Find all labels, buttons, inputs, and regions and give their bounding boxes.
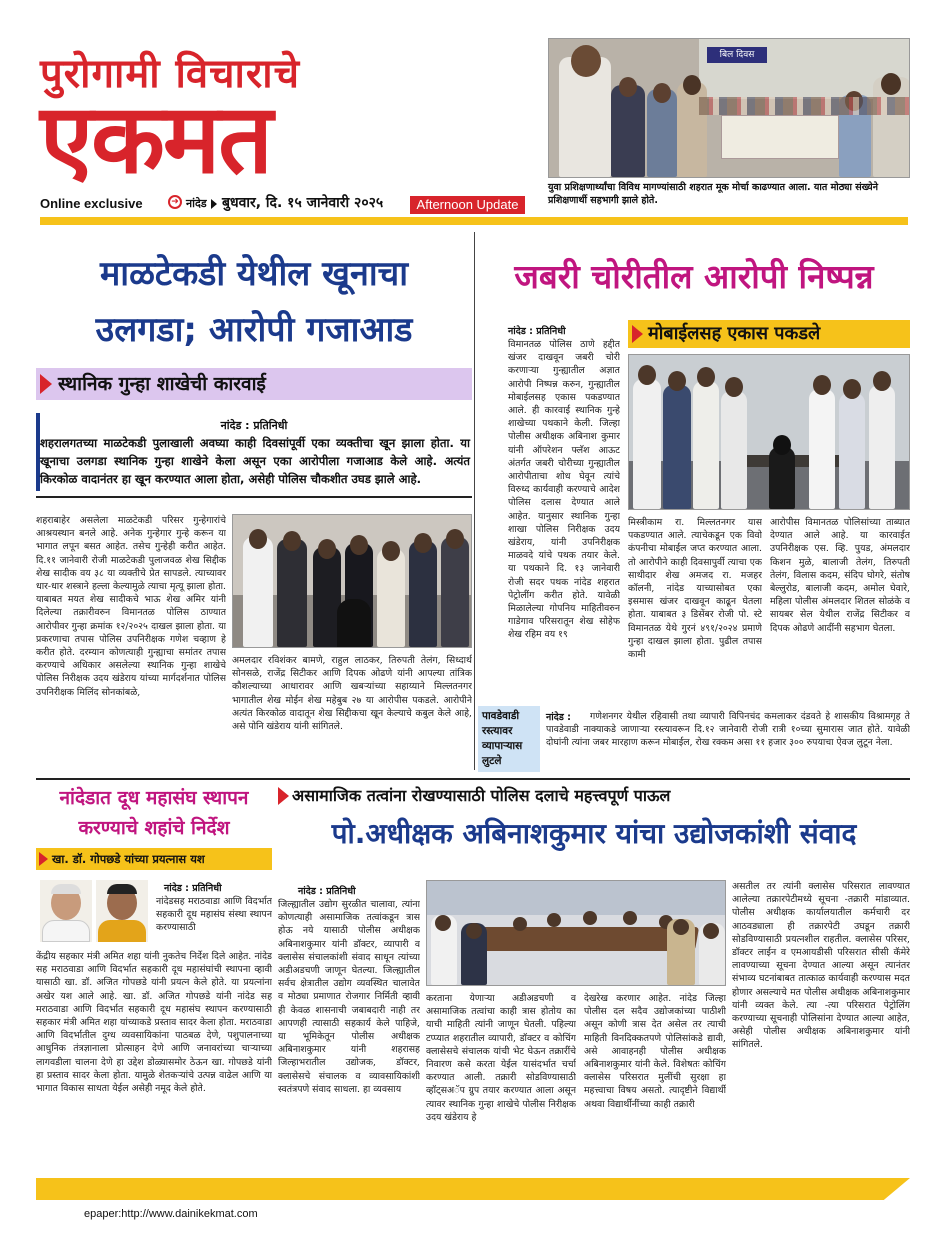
footer-url[interactable]: epaper:http://www.dainikekmat.com (84, 1208, 258, 1220)
story3-column-top: नांदेडसह मराठवाडा आणि विदर्भात सहकारी दूध महासंघ संस्था स्थापन करण्यासाठी (156, 896, 272, 934)
story4-photo (426, 880, 726, 986)
story1-kicker (36, 368, 472, 400)
brief-tag: नांदेड : (546, 712, 571, 723)
story-maltekdi (36, 232, 472, 772)
column-divider (474, 232, 475, 770)
story3-column: केंद्रीय सहकार मंत्री अमित शहा यांनी नुकतेच निर्देश दिले आहेत. नांदेड सह मराठवाडा आणि विदर्भात सहकारी दूध महासंघांची स्थापना व्हावी यासाठी खा. डॉ. अजित गोपछडे यांनी प्रयत्न केले होते. या प्रयत्नांना अखेर यश आले आहे. खा. डॉ. अजित गोपछडे यांनी नांदेड सह मराठवाडा आणि विदर्भात सहकारी दूध महासंघ स्थापन करण्यासाठी सहकार मंत्री अमित शहा यांच्याकडे प्रस्ताव सादर केला होता. मराठवाडा आणि विदर्भातील दुग्ध व्यवसायिकांना पाठबळ देणे, पशुपालनाच्या आधुनिक तंत्रज्ञानाला प्रोत्साहन देणे आणि जनावरांच्या चाऱ्याच्या लागवडीला चालना देणे हा उद्देश डोळ्यासमोर ठेऊन खा. गोपछडे यांनी हा प्रस्ताव सादर केला होता. यामुळे शेतकऱ्यांचे उत्पन्न वाढेल आणि या भागात विकास साधता येईल असेही नमूद केले होते. (36, 951, 272, 1095)
kicker-arrow-icon (40, 374, 52, 394)
top-photo (548, 38, 910, 178)
edition-arrow-icon: ➜ (168, 195, 182, 209)
story1-rule (36, 496, 472, 498)
story4-kicker (278, 784, 910, 808)
top-photo-banner: बिल दिवस (707, 47, 767, 63)
story1-byline: नांदेड : प्रतिनिधी (220, 419, 288, 432)
story-udyojak-samvad (278, 784, 910, 1174)
story4-column-2: करताना येणाऱ्या अडीअडचणी व असामाजिक तत्वांचा काही त्रास होतोय का याची माहिती त्यांनी जाणून घेतली. पहिल्या टप्प्यात शहरातील व्यापारी, डॉक्टर व कोचिंग क्लासेसचे संचालक यांची भेट घेऊन तक्रारींचे निवारण कसे करता येईल यासंदर्भात चर्चा करण्यात आली. तक्रारी सोडविण्यासाठी व्हॉट्सअॅप ग्रुप तयार करण्यात आला असून त्यावर स्थानिक गुन्हा शाखेचे पोलीस निरीक्षक उदय खंडेराय हे (426, 993, 576, 1123)
story3-kicker (36, 848, 272, 870)
story2-column-1: विमानतळ पोलिस ठाणे हद्दीत खंजर दाखवून जबरी चोरी करणाऱ्या गुन्ह्यातील अज्ञात आरोपी निष्पन्न करुन, गुन्ह्यातील मोबाईलसह एकास पकडण्यात आले. ही कारवाई स्थानिक गुन्हे शाखेच्या पथकाने केली. जिल्हा पोलीस अधीक्षक अबिनाश कुमार यांनी ऑपरेशन फ्लॅश आऊट अंतर्गत जबरी चोरीच्या गुन्ह्यातील आरोपीताचा शोध घेवून त्यांचे विरुध्द कार्यवाही करण्याचे आदेश पोलिस दलास देण्यात आले आहेत. यानुसार स्थानिक गुन्हा शाखा पोलिस निरीक्षक उदय खंडेराय, यांनी उपनिरीक्षक माळवदे यांचे पथक तयार केले. या पथकाने दि. १३ जानेवारी रोजी सदर पथक नांदेड शहरात पेट्रोलींग करीत होते. यावेळी मिळालेल्या गोपनिय माहितीवरुन गाडेगाव परिसरातून शेख सोहेफ शेख रहिम वय १९ (508, 339, 620, 641)
afternoon-update-badge: Afternoon Update (410, 196, 525, 214)
story3-headline-line1: नांदेडात दूध महासंघ स्थापन (59, 787, 249, 809)
portrait-gopchhade (96, 880, 148, 942)
brief-text: गणेशनगर येथील रहिवासी तथा व्यापारी विपिनचंद कमलाकर दंडवते हे शासकीय विश्रामगृह ते पावडेवाडी नाक्याकडे जाणाऱ्या रस्त्यावरून दि.१२ जानेवारी रोजी रात्री १०च्या सुमारास जात होते. यावेळी दोघांनी त्यांना जबर मारहाण करून मोबाईल, रोख रक्कम असा ११ हजार ३०० रुपयाचा ऐवज लुटून नेला. (546, 711, 910, 749)
story1-kicker-text: स्थानिक गुन्हा शाखेची कारवाई (58, 373, 266, 395)
story2-kicker (628, 320, 910, 348)
story4-byline: नांदेड : प्रतिनिधी (298, 886, 356, 897)
story4-headline: पो.अधीक्षक अबिनाशकुमार यांचा उद्योजकांशी संवाद (331, 817, 857, 850)
kicker-arrow-icon (278, 787, 289, 805)
masthead-brand: एकमत (40, 83, 271, 195)
story3-byline: नांदेड : प्रतिनिधी (164, 883, 222, 894)
story4-column-1: जिल्ह्यातील उद्योग सुरळीत चालावा, त्यांना कोणत्याही असामाजिक तत्वांकडून त्रास होऊ नये यासाठी पोलीस अधीक्षक अबिनाशकुमार यांनी डॉक्टर, व्यापारी व क्लासेस संचालकांशी संवाद साधून त्यांच्या अडीअडचणी जाणून घेतल्या. जिल्ह्यातील सर्वच क्षेत्रातील उद्योग व्यवस्थित चालावेत व मोठ्या प्रमाणात रोजगार निर्मिती व्हावी ही केवळ शासनाची जबाबदारी नाही तर आपणही त्यासाठी सहकार्य केले पाहिजे, या भूमिकेतून पोलीस अधीक्षक अबिनाशकुमार यांनी शहरासह जिल्हाभरातील उद्योजक, डॉक्टर, क्लासेसचे संचालक व व्यावसायिकांशी स्वतंत्रपणे संवाद साधला. हा व्यवसाय (278, 899, 420, 1095)
masthead-tagline: पुरोगामी विचाराचे (40, 51, 301, 97)
story1-headline-line2: उलगडा; आरोपी गजाआड (95, 310, 413, 350)
masthead (0, 0, 945, 222)
story1-column-1: शहराबाहेर असलेला माळटेकडी परिसर गुन्हेगारांचे आश्रयस्थान बनले आहे. अनेक गुन्हेगार गुन्हे करून या भागात लपून बसत आहेत. तसेच गुन्हेही करीत आहेत. दि.११ जानेवारी रोजी माळटेकडी पुलाजवळ शेख सिद्दीक शेख सादीक वय ३८ या व्यक्तीचे प्रेत सापडले. त्याच्यावर धार-धार शस्त्राने हल्ला केल्यामुळे त्याचा मृत्यू झाला होता. याबाबत मयत शेख सादीकचे भाऊ शेख अमिर यांनी दिलेल्या तक्रारीवरुन विमानतळ पोलिस ठाण्यात आरोपीवर गुन्हा क्रमांक १२/२०२५ दाखल झाला होता. या प्रकरणाचा तपास पोलिस उपनिरीक्षक गणेश चव्हाण हे करीत होते. दरम्यान कोणत्याही गुन्ह्याचा समांतर तपास करण्याचे अधिकार असलेल्या स्थानिक गुन्हा शाखेचे पोलिस निरीक्षक उदय खंडेराय यांच्या मार्गदर्शनात पोलिस उपनिरीक्षक मिलिंद सोनकांबळे, (36, 515, 226, 698)
brief-pavdewadi (478, 706, 910, 774)
edition-pointer-icon (211, 199, 217, 209)
story2-kicker-text: मोबाईलसह एकास पकडले (648, 323, 821, 344)
story2-headline: जबरी चोरीतील आरोपी निष्पन्न (514, 257, 874, 296)
online-exclusive: Online exclusive (40, 196, 143, 211)
story-jabari-chori (478, 232, 910, 692)
story3-kicker-text: खा. डॉ. गोपछडे यांच्या प्रयत्नास यश (52, 852, 205, 866)
story2-column-3: आरोपीस विमानतळ पोलिसांच्या ताब्यात देण्यात आले आहे. या कारवाईत उपनिरीक्षक एस. व्हि. पुयड, अंमलदार किशन मुळे, बालाजी तेलंग, तिरुपती तेलंग, विलास कदम, संदिप घोगरे, संतोष बेल्लुरोड, बालाजी कदम, अमोल घेवारे, महिला पोलीस अंमलदार शितल सोळंके व सायबर सेल येथील राजेंद्र सिटीकर व दिपक ओढणे आदींनी सहभाग घेतला. (770, 517, 910, 634)
story1-headline-line1: माळटेकडी येथील खूनाचा (99, 254, 409, 294)
edition-label: नांदेड (186, 197, 207, 210)
story2-photo (628, 354, 910, 510)
brief-label: पावडेवाडी रस्त्यावर व्यापाऱ्यास लुटले (478, 706, 540, 772)
footer-bar (36, 1178, 910, 1200)
masthead-divider (40, 217, 908, 225)
kicker-arrow-icon (39, 852, 48, 866)
story-dudh-mahasangh (36, 784, 272, 1174)
story4-column-3: देखरेख करणार आहेत. नांदेड जिल्हा पोलीस दल सदैव उद्योजकांच्या पाठीशी असून कोणी त्रास देत असेल तर त्याची माहिती विनदिक्कतपणे पोलिसांकडे द्यावी, असे आवाहनही पोलीस अधीक्षक अबिनाशकुमार यांनी केले. विशेषतः कोचिंग क्लासेस परिसरात मुलींची सुरक्षा हा महत्त्वाचा विषय असतो. त्यादृष्टीने विद्यार्थी अथवा विद्यार्थीनींच्या काही तक्रारी (584, 993, 726, 1110)
story1-column-2: अमलदार रविशंकर बामणे, राहुल लाठकर, तिरुपती तेलंग, सिध्दार्थ सोनसळे, राजेंद्र सिटीकर आणि दिपक ओढणे यांनी आपल्या तांत्रिक कौशल्याच्या आधारावर आणि खबऱ्यांच्या सहाय्याने मिल्लतनगर भागातील शेख मोईन शेख महेबुब २७ या आरोपीस पकडले. आरोपीने अत्यंत किरकोळ वादातून शेख सिद्दीकचा खून केल्याचे कबुल केले आहे, असे पोनि खंडेराय यांनी सांगितले. (232, 655, 472, 733)
story4-column-4: असतील तर त्यांनी क्लासेस परिसरात लावण्यात आलेल्या तक्रारपेटीमध्ये सूचना -तक्रारी मांडाव्यात. पोलीस अधीक्षक कार्यालयातील कर्मचारी दर आठवड्याला ही तक्रारपेटी उघडून तक्रारी सोडविण्यासाठी प्रयत्नशील राहतील. क्लासेस परिसर, डॉक्टर लाईन व एमआयडीसी परिसरात सीसी कॅमेरे लावण्याच्या सूचना देण्यात आल्या असून त्यानंतर संभाव्य घटनांबाबत तात्काळ कार्यवाही करण्यास मदत होणार असल्याचे मत पोलीस अधीक्षक अबिनाशकुमार यांनी व्यक्त केले. त्या -त्या परिसरात पेट्रोलिंग करण्याच्या सूचनाही पोलिसांना देण्यात आल्या आहेत, असेही पोलीस अधीक्षक अबिनाशकुमार यांनी सांगितले. (732, 881, 910, 1051)
portrait-amit-shah (40, 880, 92, 942)
story1-photo (232, 514, 472, 648)
story2-byline: नांदेड : प्रतिनिधी (508, 326, 566, 337)
story3-headline-line2: करण्याचे शहांचे निर्देश (78, 817, 230, 839)
story1-intro: शहरालगतच्या माळटेकडी पुलाखाली अवघ्या काही दिवसांपूर्वी एका व्यक्तीचा खून झाला होता. या खूनाचा उलगडा स्थानिक गुन्हा शाखेने केला असून एका आरोपीला गजाआड केले आहे. अत्यंत किरकोळ वादानंतर हा खून करण्यात आला होता, असेही पोलिस चौकशीत उघड झाले आहे. (40, 436, 470, 486)
issue-date: बुधवार, दि. १५ जानेवारी २०२५ (222, 195, 384, 211)
top-photo-caption: युवा प्रशिक्षणार्थ्यांचा विविध मागण्यांसाठी शहरात मूक मोर्चा काढण्यात आला. यात मोठ्या संख्येने प्रशिक्षणार्थी सहभागी झाले होते. (548, 182, 878, 206)
kicker-arrow-icon (632, 325, 643, 343)
story4-kicker-text: असामाजिक तत्वांना रोखण्यासाठी पोलिस दलाचे महत्त्वपूर्ण पाऊल (292, 786, 671, 805)
story2-column-2: मिस्त्रीकाम रा. मिल्लतनगर यास पकडण्यात आले. त्याचेकडून एक विवो कंपनीचा मोबाईल जप्त करण्यात आला. तो आरोपीने काही दिवसापुर्वी त्याचा एक साथीदार शेख अमजद रा. मजहर कॉलनी, नांदेड याच्यासोबत एका इसमास खंजर दाखवून काढून घेतला होता. याबाबत ३ डिसेंबर रोजी पो. स्टे विमानतळ येथे गुरनं ४९१/२०२४ प्रमाणे गुन्हा दाखल झाला होता. पुढील तपास कामी (628, 517, 762, 661)
mid-rule (36, 778, 910, 780)
